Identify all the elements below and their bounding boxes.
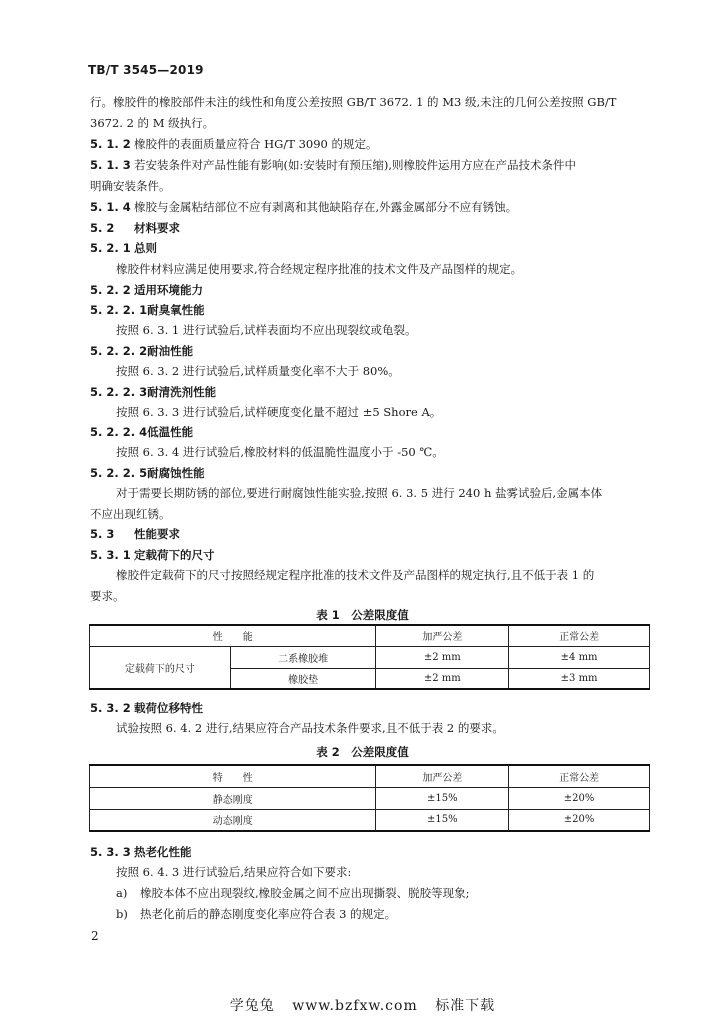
row-item: 橡胶垫: [230, 668, 376, 689]
clause-5-2-2-5-body-cont: 不应出现红锈。: [90, 507, 171, 521]
clause-5-1-3-cont: 明确安装条件。: [90, 179, 171, 193]
cell-normal: ±20%: [509, 787, 650, 809]
clause-5-2-2-3-body: 按照 6. 3. 3 进行试验后,试样硬度变化量不超过 ±5 Shore A。: [116, 405, 442, 419]
heading-5-2: [90, 221, 180, 235]
clause-text: 橡胶与金属粘结部位不应有剥离和其他缺陷存在,外露金属部分不应有锈蚀。: [134, 200, 518, 214]
document-id: TB/T 3545—2019: [88, 63, 204, 77]
heading-title: 耐清洗剂性能: [147, 385, 217, 399]
row-item: 静态刚度: [90, 787, 376, 809]
clause-5-3-2-body: 试验按照 6. 4. 2 进行,结果应符合产品技术条件要求,且不低于表 2 的要求。: [116, 721, 504, 735]
heading-title: 热老化性能: [134, 845, 192, 859]
heading-number: 5. 2. 2. 4: [90, 425, 148, 439]
heading-number: 5. 2. 2: [90, 283, 131, 297]
cell-strict: ±2 mm: [376, 668, 509, 689]
list-item: [116, 907, 396, 921]
clause-5-2-2-1-body: 按照 6. 3. 1 进行试验后,试样表面均不应出现裂纹或龟裂。: [116, 323, 417, 337]
heading-title: 耐腐蚀性能: [147, 466, 205, 480]
clause-number: 5. 1. 2: [90, 137, 131, 151]
heading-5-2-2-3: [90, 385, 216, 399]
heading-title: 总则: [134, 241, 157, 255]
clause-text: 若安装条件对产品性能有影响(如:安装时有预压缩),则橡胶件运用方应在产品技术条件中: [134, 158, 576, 172]
list-item: [116, 886, 470, 900]
heading-5-2-2-2: [90, 344, 193, 358]
cell-strict: ±2 mm: [376, 646, 509, 668]
clause-5-2-2-4-body: 按照 6. 3. 4 进行试验后,橡胶材料的低温脆性温度小于 -50 ℃。: [116, 445, 444, 459]
clause-text: 橡胶件的表面质量应符合 HG/T 3090 的规定。: [134, 137, 378, 151]
heading-number: 5. 2. 1: [90, 241, 131, 255]
column-header-property: 特 性: [90, 765, 376, 787]
column-header-normal: 正常公差: [509, 625, 650, 646]
clause-number: 5. 1. 4: [90, 200, 131, 214]
cell-normal: ±3 mm: [509, 668, 650, 689]
heading-number: 5. 2. 2. 1: [90, 303, 148, 317]
table-2-caption: 表 2 公差限度值: [316, 745, 409, 759]
row-item: 动态刚度: [90, 809, 376, 831]
heading-number: 5. 2. 2. 2: [90, 344, 148, 358]
heading-title: 耐油性能: [147, 344, 194, 358]
list-item-text: 橡胶本体不应出现裂纹,橡胶金属之间不应出现撕裂、脱胶等现象;: [140, 886, 470, 900]
footer-url[interactable]: www.bzfxw.com: [292, 998, 418, 1014]
heading-number: 5. 3: [90, 527, 115, 541]
heading-5-3-2: [90, 701, 203, 715]
cell-strict: ±15%: [376, 787, 509, 809]
table-1: [89, 624, 650, 690]
heading-number: 5. 3. 1: [90, 548, 131, 562]
table-1-caption: 表 1 公差限度值: [316, 608, 409, 622]
row-group-label: 定载荷下的尺寸: [90, 646, 231, 689]
page-number: 2: [91, 929, 99, 943]
clause-5-2-2-2-body: 按照 6. 3. 2 进行试验后,试样质量变化率不大于 80%。: [116, 364, 400, 378]
heading-5-2-2-4: [90, 425, 193, 439]
heading-5-2-1: [90, 241, 157, 255]
cell-strict: ±15%: [376, 809, 509, 831]
clause-5-2-1-body: 橡胶件材料应满足使用要求,符合经规定程序批准的技术文件及产品图样的规定。: [116, 262, 523, 276]
heading-5-3: [90, 527, 180, 541]
footer-slogan: 标准下载: [435, 998, 496, 1014]
column-header-normal: 正常公差: [509, 765, 650, 787]
column-header-property: 性 能: [90, 625, 376, 646]
clause-number: 5. 1. 3: [90, 158, 131, 172]
heading-number: 5. 2: [90, 221, 115, 235]
clause-5-1-4: [90, 200, 517, 214]
table-row: [90, 809, 650, 831]
heading-title: 性能要求: [134, 527, 180, 541]
table-2: [89, 764, 650, 832]
cell-normal: ±20%: [509, 809, 650, 831]
heading-title: 载荷位移特性: [134, 701, 203, 715]
heading-5-2-2-5: [90, 466, 205, 480]
table-header-row: [90, 765, 650, 787]
heading-number: 5. 2. 2. 5: [90, 466, 148, 480]
heading-5-3-3: [90, 845, 192, 859]
heading-title: 材料要求: [134, 221, 180, 235]
table-header-row: [90, 625, 650, 646]
list-item-text: 热老化前后的静态刚度变化率应符合表 3 的规定。: [140, 907, 397, 921]
column-header-strict: 加严公差: [376, 625, 509, 646]
heading-title: 低温性能: [147, 425, 194, 439]
cell-normal: ±4 mm: [509, 646, 650, 668]
heading-title: 定载荷下的尺寸: [134, 548, 215, 562]
heading-number: 5. 2. 2. 3: [90, 385, 148, 399]
row-item: 二系橡胶堆: [230, 646, 376, 668]
heading-title: 适用环境能力: [134, 283, 203, 297]
clause-5-1-2: [90, 137, 378, 151]
clause-5-3-3-body: 按照 6. 4. 3 进行试验后,结果应符合如下要求:: [116, 865, 352, 879]
intro-line-2: 3672. 2 的 M 级执行。: [90, 116, 215, 130]
footer-site-name: 学兔兔: [229, 998, 275, 1014]
intro-line-1: 行。橡胶件的橡胶部件未注的线性和角度公差按照 GB/T 3672. 1 的 M3 级,未注的几何公差按照 GB/T: [90, 95, 617, 109]
clause-5-3-1-body: 橡胶件定载荷下的尺寸按照经规定程序批准的技术文件及产品图样的规定执行,且不低于表 1 的: [116, 568, 595, 582]
heading-5-2-2: [90, 283, 203, 297]
table-row: [90, 646, 650, 668]
list-item-label: a): [116, 886, 128, 900]
column-header-strict: 加严公差: [376, 765, 509, 787]
heading-number: 5. 3. 3: [90, 845, 131, 859]
heading-title: 耐臭氧性能: [147, 303, 205, 317]
list-item-label: b): [116, 907, 128, 921]
clause-5-2-2-5-body: 对于需要长期防锈的部位,要进行耐腐蚀性能实验,按照 6. 3. 5 进行 240 h 盐雾试验后,金属本体: [116, 486, 603, 500]
clause-5-3-1-body-cont: 要求。: [90, 589, 125, 603]
footer-watermark: [0, 995, 725, 1015]
heading-5-2-2-1: [90, 303, 205, 317]
clause-5-1-3: [90, 158, 576, 172]
heading-5-3-1: [90, 548, 215, 562]
heading-number: 5. 3. 2: [90, 701, 131, 715]
table-row: [90, 787, 650, 809]
